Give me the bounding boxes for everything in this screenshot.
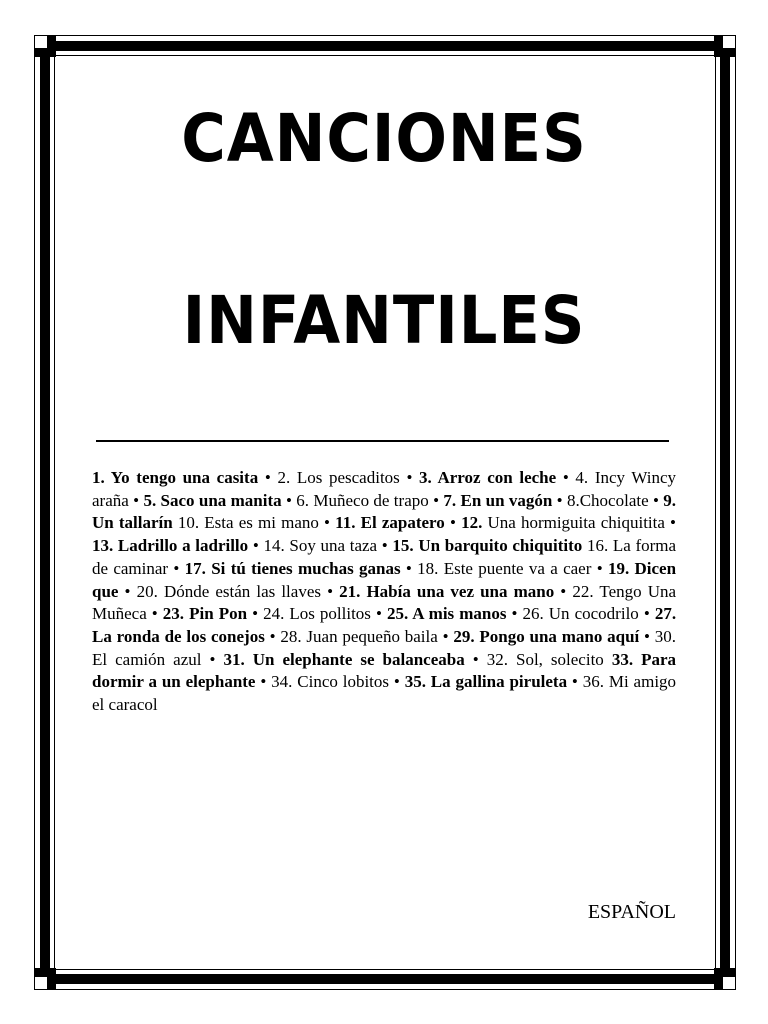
song-number: 25. <box>386 604 409 624</box>
song-number: 21. <box>339 581 361 601</box>
bullet-separator: • <box>506 604 523 624</box>
song-number: 23. <box>162 604 185 624</box>
song-number: 33. <box>611 649 634 669</box>
song-number: 4. <box>575 468 589 487</box>
song-title: Para dormir a un elephante <box>92 649 677 692</box>
bullet-separator: • <box>639 626 655 646</box>
song-item <box>487 650 604 669</box>
song-item <box>143 491 281 510</box>
song-item <box>163 604 247 623</box>
song-title: Chocolate <box>579 490 649 510</box>
song-number: 10. <box>177 513 200 533</box>
song-title: Esta es mi mano <box>204 513 319 533</box>
bullet-separator: • <box>389 672 405 692</box>
song-number: 32. <box>486 649 508 669</box>
bullet-separator: • <box>118 581 137 601</box>
song-title: Pin Pon <box>189 604 248 624</box>
song-item <box>419 468 556 487</box>
song-item <box>280 627 437 646</box>
bullet-separator: • <box>201 649 224 669</box>
language-label: ESPAÑOL <box>587 901 676 923</box>
song-title: La forma de caminar <box>92 536 677 578</box>
song-item <box>339 582 554 601</box>
bullet-separator: • <box>318 513 336 533</box>
song-title: La ronda de los conejos <box>92 626 265 646</box>
song-number: 36. <box>582 672 604 692</box>
bullet-separator: • <box>370 604 387 624</box>
song-list <box>92 467 676 717</box>
song-item <box>417 559 591 578</box>
song-title: Este puente va a caer <box>443 558 592 578</box>
song-title: Una hormiguita chiquitita <box>487 513 665 533</box>
song-item <box>443 491 552 510</box>
border-corner-notch <box>34 968 56 990</box>
bullet-separator: • <box>264 626 281 646</box>
song-number: 15. <box>392 536 414 556</box>
song-number: 26. <box>522 604 544 624</box>
song-item <box>522 604 638 623</box>
bullet-separator: • <box>258 468 278 487</box>
song-number: 1. <box>92 468 105 487</box>
song-title: Un tallarín <box>92 513 173 533</box>
bullet-separator: • <box>638 604 655 624</box>
song-item <box>223 650 464 669</box>
bullet-separator: • <box>377 536 393 556</box>
song-item <box>137 582 321 601</box>
song-item <box>296 491 428 510</box>
song-number: 20. <box>136 581 158 601</box>
song-number: 28. <box>280 626 302 646</box>
bullet-separator: • <box>248 536 264 556</box>
song-title: Yo tengo una casita <box>110 468 259 487</box>
song-number: 8. <box>566 490 580 510</box>
song-title: Soy una taza <box>289 536 378 556</box>
border-corner-notch <box>714 968 736 990</box>
bullet-separator <box>604 650 612 669</box>
bullet-separator: • <box>428 490 444 510</box>
song-item <box>461 513 665 532</box>
song-title: Pongo una mano aquí <box>479 626 640 646</box>
divider-rule <box>96 440 669 442</box>
song-number: 31. <box>223 649 245 669</box>
song-item <box>263 536 377 555</box>
song-title: Los pescaditos <box>296 468 400 487</box>
song-number: 5. <box>143 490 157 510</box>
border-corner-notch <box>34 35 56 57</box>
bullet-separator: • <box>437 626 454 646</box>
song-item <box>178 513 319 532</box>
border-corner-notch <box>714 35 736 57</box>
song-title: Dicen que <box>92 558 677 601</box>
song-title: Los pollitos <box>289 604 371 624</box>
song-item <box>92 536 248 555</box>
song-number: 7. <box>443 490 457 510</box>
bullet-separator: • <box>444 513 462 533</box>
song-number: 30. <box>654 626 677 646</box>
song-title: Mi amigo el caracol <box>92 672 677 715</box>
song-title: La gallina piruleta <box>430 672 568 692</box>
song-number: 16. <box>586 536 609 556</box>
song-item <box>263 604 371 623</box>
song-number: 9. <box>663 490 677 510</box>
song-item <box>271 672 389 691</box>
song-title: En un vagón <box>460 490 553 510</box>
song-title: Ladrillo a ladrillo <box>117 536 249 556</box>
song-title: Juan pequeño baila <box>306 626 438 646</box>
song-number: 14. <box>263 536 285 556</box>
song-number: 24. <box>263 604 285 624</box>
bullet-separator: • <box>567 672 583 692</box>
song-title: El zapatero <box>360 513 445 533</box>
bullet-separator: • <box>128 490 144 510</box>
song-number: 6. <box>296 490 310 510</box>
song-number: 27. <box>654 604 677 624</box>
song-number: 11. <box>335 513 356 533</box>
song-title: Si tú tienes muchas ganas <box>211 558 401 578</box>
title-line-1: CANCIONES <box>181 100 587 177</box>
song-item <box>277 468 399 487</box>
bullet-separator: • <box>400 558 418 578</box>
song-item <box>405 672 567 691</box>
song-number: 17. <box>184 558 206 578</box>
bullet-separator: • <box>554 581 573 601</box>
song-title: Muñeco de trapo <box>313 490 429 510</box>
title-line-2: INFANTILES <box>182 282 586 359</box>
song-item <box>92 468 258 487</box>
song-number: 35. <box>404 672 426 692</box>
bullet-separator: • <box>247 604 264 624</box>
bullet-separator: • <box>591 558 608 578</box>
song-number: 2. <box>277 468 291 487</box>
bullet-separator: • <box>399 468 420 487</box>
song-title: Dónde están las llaves <box>163 581 321 601</box>
song-title: Saco una manita <box>160 490 282 510</box>
song-number: 12. <box>461 513 483 533</box>
song-title: Sol, solecito <box>515 649 604 669</box>
song-number: 18. <box>417 558 439 578</box>
song-number: 3. <box>419 468 432 487</box>
song-title: Un cocodrilo <box>548 604 639 624</box>
song-title: Incy Wincy araña <box>92 468 676 510</box>
bullet-separator: • <box>552 490 567 510</box>
bullet-separator: • <box>556 468 576 487</box>
song-number: 13. <box>92 536 114 556</box>
bullet-separator: • <box>146 604 163 624</box>
bullet-separator: • <box>664 513 677 533</box>
song-title: Arroz con leche <box>437 468 557 487</box>
song-item <box>392 536 582 555</box>
bullet-separator: • <box>281 490 297 510</box>
song-title: Un elephante se balanceaba <box>252 649 465 669</box>
bullet-separator: • <box>648 490 664 510</box>
song-title: Un barquito chiquitito <box>418 536 583 556</box>
song-item <box>453 627 639 646</box>
bullet-separator: • <box>168 558 185 578</box>
song-number: 19. <box>607 558 630 578</box>
song-title: Cinco lobitos <box>297 672 390 692</box>
song-title: A mis manos <box>412 604 507 624</box>
song-title: Había una vez una mano <box>366 581 555 601</box>
song-title: El camión azul <box>92 649 202 669</box>
bullet-separator: • <box>320 581 340 601</box>
song-item <box>567 491 649 510</box>
song-item <box>335 513 445 532</box>
song-number: 22. <box>572 581 594 601</box>
song-number: 34. <box>271 672 293 692</box>
bullet-separator: • <box>464 649 487 669</box>
song-number: 29. <box>453 626 475 646</box>
bullet-separator: • <box>255 672 272 692</box>
song-item <box>185 559 401 578</box>
song-item <box>387 604 507 623</box>
song-title: Tengo Una Muñeca <box>92 581 677 624</box>
